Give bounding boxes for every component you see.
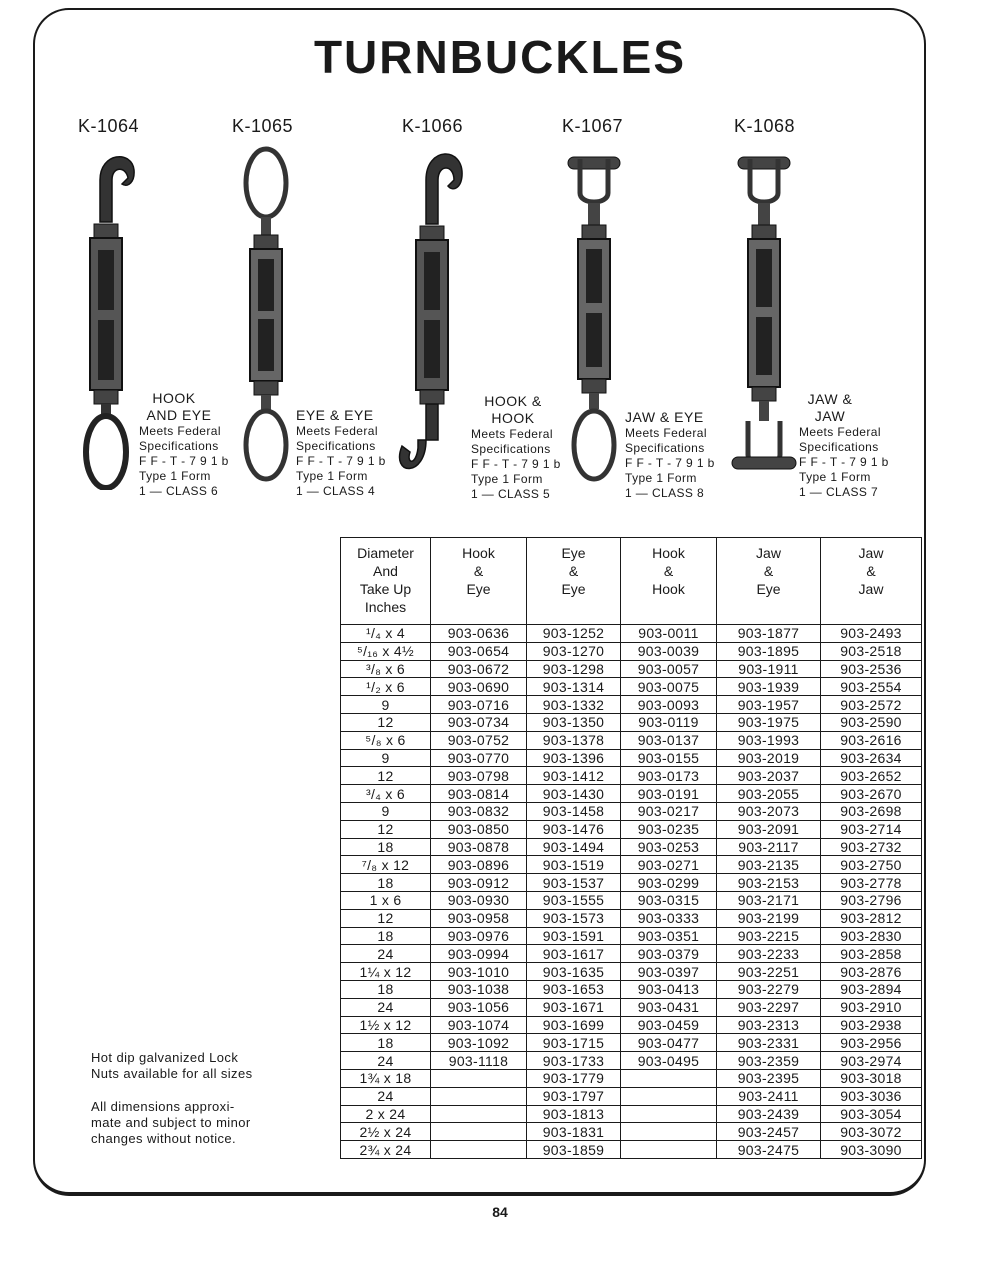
- column-header-line: And: [373, 563, 398, 579]
- part-number-cell: 903-1056: [431, 998, 527, 1016]
- part-number-cell: 903-1779: [527, 1069, 621, 1087]
- size-cell: 1 x 6: [341, 891, 431, 909]
- table-row: [341, 1034, 922, 1052]
- column-header: [431, 538, 527, 625]
- part-number-cell: 903-0235: [621, 820, 717, 838]
- part-number-cell: 903-1396: [527, 749, 621, 767]
- size-cell: ⁵/₁₆ x 4½: [341, 642, 431, 660]
- size-cell: ⁷/₈ x 12: [341, 856, 431, 874]
- part-number-cell: 903-2171: [717, 891, 821, 909]
- spec-line: Meets Federal: [139, 424, 221, 438]
- part-number-cell: 903-2395: [717, 1069, 821, 1087]
- part-number-cell: 903-1378: [527, 731, 621, 749]
- table-row: [341, 1087, 922, 1105]
- size-cell: 24: [341, 1087, 431, 1105]
- part-number-cell: 903-2572: [821, 696, 922, 714]
- part-number-cell: 903-0832: [431, 802, 527, 820]
- desc-k1066: [471, 393, 571, 502]
- part-number-cell: 903-0379: [621, 945, 717, 963]
- part-number-cell: 903-1314: [527, 678, 621, 696]
- part-number-cell: 903-1895: [717, 642, 821, 660]
- column-header-line: Eye: [561, 545, 586, 561]
- part-number-cell: 903-1412: [527, 767, 621, 785]
- part-number-cell: 903-3018: [821, 1069, 922, 1087]
- table-row: [341, 874, 922, 892]
- part-number-cell: 903-1430: [527, 785, 621, 803]
- part-number-cell: [621, 1141, 717, 1159]
- part-number-cell: 903-2117: [717, 838, 821, 856]
- table-row: [341, 838, 922, 856]
- part-number-cell: 903-0093: [621, 696, 717, 714]
- part-number-cell: 903-0119: [621, 713, 717, 731]
- size-cell: 9: [341, 749, 431, 767]
- part-number-cell: [431, 1087, 527, 1105]
- part-number-cell: 903-2938: [821, 1016, 922, 1034]
- size-cell: 1¼ x 12: [341, 963, 431, 981]
- model-k1067: K-1067: [562, 116, 624, 136]
- column-header-line: &: [663, 563, 674, 579]
- part-number-cell: 903-2493: [821, 625, 922, 643]
- part-number-cell: 903-2634: [821, 749, 922, 767]
- part-number-cell: 903-2215: [717, 927, 821, 945]
- spec-line: 1 — CLASS 7: [799, 485, 879, 499]
- page-number: 84: [492, 1204, 508, 1220]
- part-number-cell: 903-2670: [821, 785, 922, 803]
- size-cell: ¹/₄ x 4: [341, 625, 431, 643]
- part-number-cell: 903-2698: [821, 802, 922, 820]
- part-number-cell: 903-0431: [621, 998, 717, 1016]
- part-number-cell: 903-2153: [717, 874, 821, 892]
- part-number-cell: 903-1993: [717, 731, 821, 749]
- part-number-cell: 903-0976: [431, 927, 527, 945]
- part-number-cell: 903-3036: [821, 1087, 922, 1105]
- part-number-cell: 903-1350: [527, 713, 621, 731]
- size-cell: 18: [341, 927, 431, 945]
- part-number-cell: 903-1859: [527, 1141, 621, 1159]
- model-k1068: K-1068: [734, 116, 796, 136]
- part-number-cell: 903-2199: [717, 909, 821, 927]
- size-cell: 18: [341, 838, 431, 856]
- spec-line: F F - T - 7 9 1 b: [296, 454, 386, 468]
- size-cell: ¹/₂ x 6: [341, 678, 431, 696]
- part-number-cell: 903-0878: [431, 838, 527, 856]
- spec-line: 1 — CLASS 4: [296, 484, 376, 498]
- part-number-cell: 903-2714: [821, 820, 922, 838]
- part-number-cell: 903-1537: [527, 874, 621, 892]
- spec-line: 1 — CLASS 8: [625, 486, 705, 500]
- part-number-cell: 903-1519: [527, 856, 621, 874]
- part-number-cell: 903-1617: [527, 945, 621, 963]
- part-number-cell: 903-1092: [431, 1034, 527, 1052]
- column-header: [717, 538, 821, 625]
- size-cell: 18: [341, 980, 431, 998]
- part-number-cell: 903-2331: [717, 1034, 821, 1052]
- part-number-cell: 903-1957: [717, 696, 821, 714]
- part-number-cell: 903-2135: [717, 856, 821, 874]
- product-name-line: EYE & EYE: [296, 407, 374, 423]
- spec-line: Type 1 Form: [296, 469, 368, 483]
- spec-line: Type 1 Form: [471, 472, 543, 486]
- column-header-line: Eye: [756, 581, 781, 597]
- part-number-cell: 903-0075: [621, 678, 717, 696]
- part-number-cell: 903-0351: [621, 927, 717, 945]
- size-cell: 9: [341, 802, 431, 820]
- part-number-cell: 903-0850: [431, 820, 527, 838]
- table-row: [341, 696, 922, 714]
- desc-k1064: [139, 390, 239, 499]
- product-name-line: JAW & EYE: [625, 409, 704, 425]
- table-row: [341, 785, 922, 803]
- spec-line: 1 — CLASS 5: [471, 487, 551, 501]
- column-header: [821, 538, 922, 625]
- part-number-cell: [621, 1069, 717, 1087]
- part-number-cell: 903-1831: [527, 1123, 621, 1141]
- size-cell: 12: [341, 909, 431, 927]
- part-number-cell: 903-1653: [527, 980, 621, 998]
- part-number-cell: 903-2858: [821, 945, 922, 963]
- part-number-cell: 903-0039: [621, 642, 717, 660]
- part-number-cell: [621, 1105, 717, 1123]
- table-row: [341, 767, 922, 785]
- part-number-cell: 903-1332: [527, 696, 621, 714]
- part-number-cell: 903-2616: [821, 731, 922, 749]
- product-name-line: HOOK &: [484, 393, 542, 409]
- part-number-cell: 903-0477: [621, 1034, 717, 1052]
- product-name-line: JAW: [814, 408, 846, 424]
- part-number-cell: 903-2091: [717, 820, 821, 838]
- column-header: [527, 538, 621, 625]
- spec-line: Type 1 Form: [139, 469, 211, 483]
- part-number-cell: 903-0752: [431, 731, 527, 749]
- part-number-cell: 903-1074: [431, 1016, 527, 1034]
- part-number-cell: 903-1298: [527, 660, 621, 678]
- part-number-cell: 903-2796: [821, 891, 922, 909]
- table-row: [341, 642, 922, 660]
- part-number-cell: 903-3054: [821, 1105, 922, 1123]
- part-number-cell: 903-0654: [431, 642, 527, 660]
- column-header-line: Jaw: [858, 581, 884, 597]
- part-number-cell: 903-0217: [621, 802, 717, 820]
- size-cell: ³/₄ x 6: [341, 785, 431, 803]
- part-number-cell: 903-1733: [527, 1052, 621, 1070]
- part-number-cell: 903-2457: [717, 1123, 821, 1141]
- table-row: [341, 927, 922, 945]
- table-row: [341, 980, 922, 998]
- part-number-cell: 903-2732: [821, 838, 922, 856]
- size-cell: 18: [341, 874, 431, 892]
- galvanized-note: [91, 1050, 253, 1082]
- part-number-cell: 903-0770: [431, 749, 527, 767]
- product-name-line: AND EYE: [146, 407, 212, 423]
- table-row: [341, 1016, 922, 1034]
- spec-line: F F - T - 7 9 1 b: [625, 456, 715, 470]
- part-number-cell: [431, 1141, 527, 1159]
- column-header: [341, 538, 431, 625]
- jaw-and-jaw-turnbuckle-image: [728, 145, 800, 490]
- table-row: [341, 625, 922, 643]
- size-cell: 24: [341, 945, 431, 963]
- part-number-cell: 903-1877: [717, 625, 821, 643]
- part-number-cell: 903-1270: [527, 642, 621, 660]
- part-number-cell: 903-1797: [527, 1087, 621, 1105]
- page-title: TURNBUCKLES: [313, 31, 687, 83]
- note-line: changes without notice.: [91, 1131, 237, 1146]
- table-row: [341, 678, 922, 696]
- part-number-cell: 903-0173: [621, 767, 717, 785]
- part-number-cell: 903-0734: [431, 713, 527, 731]
- column-header-line: &: [763, 563, 774, 579]
- part-number-cell: 903-0253: [621, 838, 717, 856]
- model-k1065: K-1065: [232, 116, 294, 136]
- spec-line: Meets Federal: [296, 424, 378, 438]
- size-cell: 2 x 24: [341, 1105, 431, 1123]
- part-number-cell: 903-2876: [821, 963, 922, 981]
- part-number-cell: 903-2812: [821, 909, 922, 927]
- column-header-line: Hook: [652, 581, 685, 597]
- spec-line: Specifications: [799, 440, 879, 454]
- desc-k1067: [625, 409, 725, 501]
- part-number-cell: 903-2536: [821, 660, 922, 678]
- desc-k1065: [296, 407, 396, 499]
- model-k1066: K-1066: [402, 116, 464, 136]
- product-name-line: JAW &: [807, 391, 853, 407]
- jaw-and-eye-turnbuckle-image: [562, 145, 626, 490]
- part-number-cell: 903-0930: [431, 891, 527, 909]
- table-row: [341, 749, 922, 767]
- desc-k1068: [799, 391, 899, 500]
- part-number-cell: 903-0011: [621, 625, 717, 643]
- column-header-line: Eye: [466, 581, 491, 597]
- part-number-cell: 903-0191: [621, 785, 717, 803]
- part-number-cell: 903-2439: [717, 1105, 821, 1123]
- size-cell: 9: [341, 696, 431, 714]
- note-line: mate and subject to minor: [91, 1115, 251, 1130]
- spec-line: Type 1 Form: [799, 470, 871, 484]
- part-number-cell: 903-0299: [621, 874, 717, 892]
- part-number-cell: 903-2233: [717, 945, 821, 963]
- part-number-cell: 903-0896: [431, 856, 527, 874]
- part-number-cell: 903-0814: [431, 785, 527, 803]
- table-row: [341, 963, 922, 981]
- table-row: [341, 1069, 922, 1087]
- part-number-cell: 903-1635: [527, 963, 621, 981]
- dimensions-note: [91, 1099, 251, 1147]
- part-number-cell: 903-1118: [431, 1052, 527, 1070]
- table-row: [341, 945, 922, 963]
- part-number-cell: 903-2475: [717, 1141, 821, 1159]
- part-number-cell: 903-0413: [621, 980, 717, 998]
- table-row: [341, 713, 922, 731]
- spec-line: Specifications: [296, 439, 376, 453]
- size-cell: 18: [341, 1034, 431, 1052]
- table-row: [341, 1105, 922, 1123]
- product-name-line: HOOK: [491, 410, 535, 426]
- spec-line: F F - T - 7 9 1 b: [799, 455, 889, 469]
- part-number-cell: 903-0271: [621, 856, 717, 874]
- column-header-line: Hook: [652, 545, 685, 561]
- part-number-cell: 903-2590: [821, 713, 922, 731]
- part-number-cell: 903-2974: [821, 1052, 922, 1070]
- part-number-cell: 903-2750: [821, 856, 922, 874]
- part-number-cell: 903-0137: [621, 731, 717, 749]
- table-row: [341, 1052, 922, 1070]
- part-number-cell: 903-1494: [527, 838, 621, 856]
- part-number-cell: [621, 1087, 717, 1105]
- part-number-cell: 903-2518: [821, 642, 922, 660]
- part-number-cell: 903-1671: [527, 998, 621, 1016]
- part-number-cell: 903-2910: [821, 998, 922, 1016]
- part-number-cell: 903-0672: [431, 660, 527, 678]
- part-number-cell: 903-1591: [527, 927, 621, 945]
- part-number-cell: 903-2778: [821, 874, 922, 892]
- part-number-cell: [431, 1105, 527, 1123]
- note-line: All dimensions approxi-: [91, 1099, 235, 1114]
- spec-line: Specifications: [139, 439, 219, 453]
- part-number-cell: 903-0798: [431, 767, 527, 785]
- part-number-cell: 903-2251: [717, 963, 821, 981]
- table-row: [341, 909, 922, 927]
- part-number-cell: [431, 1069, 527, 1087]
- turnbuckle-spec-table: [340, 537, 922, 1159]
- part-number-cell: [431, 1123, 527, 1141]
- part-number-cell: 903-1975: [717, 713, 821, 731]
- part-number-cell: 903-1252: [527, 625, 621, 643]
- part-number-cell: 903-0397: [621, 963, 717, 981]
- part-number-cell: 903-2894: [821, 980, 922, 998]
- spec-line: 1 — CLASS 6: [139, 484, 219, 498]
- product-name-line: HOOK: [152, 390, 196, 406]
- part-number-cell: 903-0716: [431, 696, 527, 714]
- hook-and-eye-turnbuckle-image: [70, 140, 140, 490]
- column-header-line: Eye: [561, 581, 586, 597]
- size-cell: ⁵/₈ x 6: [341, 731, 431, 749]
- spec-line: Specifications: [471, 442, 551, 456]
- part-number-cell: 903-2313: [717, 1016, 821, 1034]
- column-header-line: &: [473, 563, 484, 579]
- size-cell: 2½ x 24: [341, 1123, 431, 1141]
- part-number-cell: [621, 1123, 717, 1141]
- part-number-cell: 903-2037: [717, 767, 821, 785]
- size-cell: 2¾ x 24: [341, 1141, 431, 1159]
- part-number-cell: 903-2554: [821, 678, 922, 696]
- spec-line: Specifications: [625, 441, 705, 455]
- spec-line: Meets Federal: [471, 427, 553, 441]
- column-header-line: &: [568, 563, 579, 579]
- column-header-line: &: [866, 563, 876, 579]
- size-cell: 12: [341, 713, 431, 731]
- part-number-cell: 903-0155: [621, 749, 717, 767]
- part-number-cell: 903-0636: [431, 625, 527, 643]
- size-cell: 24: [341, 1052, 431, 1070]
- table-row: [341, 998, 922, 1016]
- part-number-cell: 903-1715: [527, 1034, 621, 1052]
- part-number-cell: 903-2652: [821, 767, 922, 785]
- column-header-line: Diameter: [357, 545, 414, 561]
- part-number-cell: 903-1476: [527, 820, 621, 838]
- part-number-cell: 903-1555: [527, 891, 621, 909]
- note-line: Nuts available for all sizes: [91, 1066, 253, 1081]
- size-cell: 12: [341, 767, 431, 785]
- table-row: [341, 660, 922, 678]
- part-number-cell: 903-0495: [621, 1052, 717, 1070]
- column-header-line: Jaw: [756, 545, 781, 561]
- part-number-cell: 903-3090: [821, 1141, 922, 1159]
- part-number-cell: 903-0958: [431, 909, 527, 927]
- column-header-line: Inches: [364, 599, 407, 615]
- part-number-cell: 903-0333: [621, 909, 717, 927]
- size-cell: 12: [341, 820, 431, 838]
- table-row: [341, 891, 922, 909]
- part-number-cell: 903-2411: [717, 1087, 821, 1105]
- column-header-line: Take Up: [359, 581, 412, 597]
- part-number-cell: 903-2073: [717, 802, 821, 820]
- part-number-cell: 903-2297: [717, 998, 821, 1016]
- hook-and-hook-turnbuckle-image: [398, 140, 470, 490]
- table-row: [341, 1141, 922, 1159]
- part-number-cell: 903-2055: [717, 785, 821, 803]
- part-number-cell: 903-1813: [527, 1105, 621, 1123]
- table-row: [341, 731, 922, 749]
- size-cell: ³/₈ x 6: [341, 660, 431, 678]
- part-number-cell: 903-2956: [821, 1034, 922, 1052]
- spec-line: F F - T - 7 9 1 b: [139, 454, 229, 468]
- spec-line: Meets Federal: [799, 425, 881, 439]
- table-header-row: [341, 538, 922, 625]
- part-number-cell: 903-0912: [431, 874, 527, 892]
- size-cell: 24: [341, 998, 431, 1016]
- part-number-cell: 903-1911: [717, 660, 821, 678]
- spec-line: F F - T - 7 9 1 b: [471, 457, 561, 471]
- part-number-cell: 903-1038: [431, 980, 527, 998]
- table-row: [341, 820, 922, 838]
- part-number-cell: 903-0690: [431, 678, 527, 696]
- part-number-cell: 903-3072: [821, 1123, 922, 1141]
- part-number-cell: 903-2019: [717, 749, 821, 767]
- table-row: [341, 1123, 922, 1141]
- column-header-line: Hook: [462, 545, 495, 561]
- part-number-cell: 903-0994: [431, 945, 527, 963]
- part-number-cell: 903-0057: [621, 660, 717, 678]
- part-number-cell: 903-0459: [621, 1016, 717, 1034]
- part-number-cell: 903-1699: [527, 1016, 621, 1034]
- note-line: Hot dip galvanized Lock: [91, 1050, 239, 1065]
- part-number-cell: 903-1010: [431, 963, 527, 981]
- table-row: [341, 802, 922, 820]
- column-header: [621, 538, 717, 625]
- table-body: [341, 625, 922, 1159]
- part-number-cell: 903-2279: [717, 980, 821, 998]
- size-cell: 1½ x 12: [341, 1016, 431, 1034]
- part-number-cell: 903-0315: [621, 891, 717, 909]
- part-number-cell: 903-2830: [821, 927, 922, 945]
- spec-line: Type 1 Form: [625, 471, 697, 485]
- size-cell: 1¾ x 18: [341, 1069, 431, 1087]
- part-number-cell: 903-2359: [717, 1052, 821, 1070]
- eye-and-eye-turnbuckle-image: [236, 145, 296, 490]
- part-number-cell: 903-1939: [717, 678, 821, 696]
- table-row: [341, 856, 922, 874]
- part-number-cell: 903-1573: [527, 909, 621, 927]
- model-k1064: K-1064: [78, 116, 140, 136]
- column-header-line: Jaw: [858, 545, 884, 561]
- part-number-cell: 903-1458: [527, 802, 621, 820]
- spec-line: Meets Federal: [625, 426, 707, 440]
